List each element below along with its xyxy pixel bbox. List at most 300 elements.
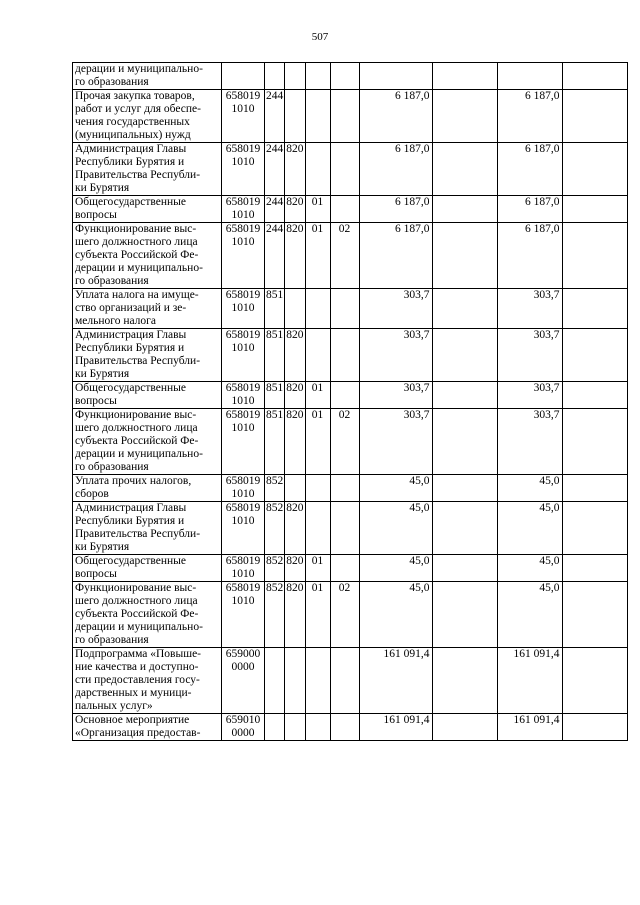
empty-cell bbox=[562, 223, 627, 289]
cell-line: го образования bbox=[75, 461, 149, 473]
amount-total-cell bbox=[497, 502, 562, 555]
cell-line: 6 187,0 bbox=[525, 196, 560, 208]
admin-code-cell bbox=[285, 63, 305, 90]
cell-line: Прочая закупка товаров, bbox=[75, 90, 195, 102]
cell-line: «Организация предостав- bbox=[75, 727, 201, 739]
row-name-cell bbox=[73, 714, 222, 741]
cell-line: Функционирование выс- bbox=[75, 223, 197, 235]
row-name-cell bbox=[73, 63, 222, 90]
cell-line: 658019 bbox=[225, 329, 261, 341]
cell-line: 1010 bbox=[231, 515, 255, 527]
empty-cell bbox=[562, 555, 627, 582]
section-cell bbox=[305, 648, 330, 714]
cell-line: 244 bbox=[266, 196, 284, 208]
target-code-cell bbox=[222, 582, 265, 648]
amount-total-cell bbox=[497, 289, 562, 329]
target-code-cell bbox=[222, 329, 265, 382]
row-name-cell bbox=[73, 502, 222, 555]
cell-line: 1010 bbox=[231, 595, 255, 607]
cell-line: 6 187,0 bbox=[525, 223, 560, 235]
section-cell bbox=[305, 63, 330, 90]
amount-cell bbox=[359, 63, 432, 90]
target-code-cell bbox=[222, 555, 265, 582]
expense-type-cell bbox=[265, 329, 285, 382]
subsection-cell bbox=[330, 648, 359, 714]
admin-code-cell bbox=[285, 648, 305, 714]
cell-line: 1010 bbox=[231, 342, 255, 354]
target-code-cell bbox=[222, 475, 265, 502]
cell-line: 658019 bbox=[225, 90, 261, 102]
amount-cell bbox=[359, 143, 432, 196]
section-cell bbox=[305, 223, 330, 289]
table-row bbox=[73, 555, 628, 582]
cell-line: 658019 bbox=[225, 582, 261, 594]
table-row bbox=[73, 143, 628, 196]
cell-line: 161 091,4 bbox=[513, 648, 560, 660]
cell-line: 851 bbox=[266, 289, 284, 301]
row-name-cell bbox=[73, 329, 222, 382]
cell-line: 820 bbox=[286, 329, 304, 341]
cell-line: 658019 bbox=[225, 409, 261, 421]
amount-2-cell bbox=[432, 555, 497, 582]
empty-cell bbox=[562, 409, 627, 475]
amount-2-cell bbox=[432, 382, 497, 409]
target-code-cell bbox=[222, 196, 265, 223]
cell-line: 161 091,4 bbox=[513, 714, 560, 726]
admin-code-cell bbox=[285, 502, 305, 555]
expense-type-cell bbox=[265, 648, 285, 714]
cell-line: Администрация Главы bbox=[75, 502, 187, 514]
table-row bbox=[73, 475, 628, 502]
cell-line: Основное мероприятие bbox=[75, 714, 190, 726]
cell-line: 852 bbox=[266, 555, 284, 567]
cell-line: ки Бурятия bbox=[75, 541, 130, 553]
empty-cell bbox=[562, 63, 627, 90]
cell-line: 6 187,0 bbox=[395, 196, 430, 208]
cell-line: 45,0 bbox=[409, 555, 430, 567]
section-cell bbox=[305, 90, 330, 143]
subsection-cell bbox=[330, 714, 359, 741]
cell-line: Функционирование выс- bbox=[75, 409, 197, 421]
admin-code-cell bbox=[285, 90, 305, 143]
cell-line: субъекта Российской Фе- bbox=[75, 435, 199, 447]
target-code-cell bbox=[222, 223, 265, 289]
expense-type-cell bbox=[265, 714, 285, 741]
amount-total-cell bbox=[497, 90, 562, 143]
amount-cell bbox=[359, 196, 432, 223]
row-name-cell bbox=[73, 223, 222, 289]
admin-code-cell bbox=[285, 196, 305, 223]
cell-line: 852 bbox=[266, 582, 284, 594]
cell-line: го образования bbox=[75, 76, 149, 88]
cell-line: 01 bbox=[311, 555, 324, 567]
empty-cell bbox=[562, 143, 627, 196]
cell-line: 820 bbox=[286, 223, 304, 235]
target-code-cell bbox=[222, 502, 265, 555]
cell-line: 820 bbox=[286, 502, 304, 514]
expense-type-cell bbox=[265, 382, 285, 409]
amount-2-cell bbox=[432, 582, 497, 648]
amount-cell bbox=[359, 648, 432, 714]
cell-line: 659000 bbox=[225, 648, 261, 660]
table-row bbox=[73, 63, 628, 90]
admin-code-cell bbox=[285, 382, 305, 409]
empty-cell bbox=[562, 502, 627, 555]
cell-line: 244 bbox=[266, 143, 284, 155]
empty-cell bbox=[562, 329, 627, 382]
expense-type-cell bbox=[265, 90, 285, 143]
cell-line: 659010 bbox=[225, 714, 261, 726]
cell-line: сти предоставления госу- bbox=[75, 674, 200, 686]
cell-line: 820 bbox=[286, 382, 304, 394]
empty-cell bbox=[562, 90, 627, 143]
cell-line: Общегосударственные bbox=[75, 555, 187, 567]
amount-2-cell bbox=[432, 289, 497, 329]
row-name-cell bbox=[73, 582, 222, 648]
target-code-cell bbox=[222, 714, 265, 741]
row-name-cell bbox=[73, 648, 222, 714]
cell-line: Республики Бурятия и bbox=[75, 342, 185, 354]
cell-line: дерации и муниципально- bbox=[75, 448, 203, 460]
amount-2-cell bbox=[432, 143, 497, 196]
cell-line: ки Бурятия bbox=[75, 182, 130, 194]
cell-line: 01 bbox=[311, 582, 324, 594]
table-row bbox=[73, 714, 628, 741]
cell-line: 820 bbox=[286, 582, 304, 594]
cell-line: 820 bbox=[286, 196, 304, 208]
cell-line: 303,7 bbox=[403, 329, 430, 341]
cell-line: 303,7 bbox=[533, 329, 560, 341]
subsection-cell bbox=[330, 223, 359, 289]
cell-line: дерации и муниципально- bbox=[75, 621, 203, 633]
cell-line: 1010 bbox=[231, 156, 255, 168]
cell-line: 161 091,4 bbox=[383, 648, 430, 660]
cell-line: чения государственных bbox=[75, 116, 190, 128]
cell-line: 45,0 bbox=[409, 582, 430, 594]
table-row bbox=[73, 90, 628, 143]
admin-code-cell bbox=[285, 329, 305, 382]
section-cell bbox=[305, 475, 330, 502]
expense-type-cell bbox=[265, 475, 285, 502]
subsection-cell bbox=[330, 289, 359, 329]
cell-line: 244 bbox=[266, 223, 284, 235]
table-row bbox=[73, 223, 628, 289]
cell-line: вопросы bbox=[75, 395, 117, 407]
cell-line: 658019 bbox=[225, 289, 261, 301]
cell-line: 1010 bbox=[231, 236, 255, 248]
cell-line: 303,7 bbox=[533, 289, 560, 301]
subsection-cell bbox=[330, 475, 359, 502]
admin-code-cell bbox=[285, 223, 305, 289]
cell-line: 6 187,0 bbox=[395, 223, 430, 235]
cell-line: 1010 bbox=[231, 568, 255, 580]
table-row bbox=[73, 329, 628, 382]
row-name-cell bbox=[73, 196, 222, 223]
expense-type-cell bbox=[265, 555, 285, 582]
amount-2-cell bbox=[432, 63, 497, 90]
cell-line: 45,0 bbox=[539, 582, 560, 594]
amount-cell bbox=[359, 289, 432, 329]
cell-line: 02 bbox=[338, 582, 351, 594]
target-code-cell bbox=[222, 63, 265, 90]
cell-line: дерации и муниципально- bbox=[75, 262, 203, 274]
row-name-cell bbox=[73, 475, 222, 502]
section-cell bbox=[305, 329, 330, 382]
cell-line: 1010 bbox=[231, 209, 255, 221]
amount-2-cell bbox=[432, 648, 497, 714]
table-row bbox=[73, 196, 628, 223]
amount-total-cell bbox=[497, 143, 562, 196]
cell-line: 303,7 bbox=[403, 382, 430, 394]
expense-type-cell bbox=[265, 223, 285, 289]
table-row bbox=[73, 502, 628, 555]
cell-line: 303,7 bbox=[533, 409, 560, 421]
cell-line: 45,0 bbox=[409, 502, 430, 514]
cell-line: 1010 bbox=[231, 302, 255, 314]
cell-line: 658019 bbox=[225, 223, 261, 235]
section-cell bbox=[305, 582, 330, 648]
cell-line: шего должностного лица bbox=[75, 422, 198, 434]
amount-total-cell bbox=[497, 555, 562, 582]
admin-code-cell bbox=[285, 289, 305, 329]
cell-line: 1010 bbox=[231, 422, 255, 434]
cell-line: 658019 bbox=[225, 475, 261, 487]
cell-line: 820 bbox=[286, 143, 304, 155]
table-row bbox=[73, 582, 628, 648]
cell-line: Уплата прочих налогов, bbox=[75, 475, 192, 487]
cell-line: 45,0 bbox=[409, 475, 430, 487]
amount-total-cell bbox=[497, 648, 562, 714]
section-cell bbox=[305, 289, 330, 329]
cell-line: субъекта Российской Фе- bbox=[75, 608, 199, 620]
cell-line: 1010 bbox=[231, 395, 255, 407]
cell-line: 851 bbox=[266, 329, 284, 341]
cell-line: вопросы bbox=[75, 209, 117, 221]
expense-type-cell bbox=[265, 196, 285, 223]
amount-2-cell bbox=[432, 502, 497, 555]
budget-table-body bbox=[73, 63, 628, 741]
section-cell bbox=[305, 196, 330, 223]
amount-cell bbox=[359, 90, 432, 143]
amount-cell bbox=[359, 223, 432, 289]
cell-line: 303,7 bbox=[403, 289, 430, 301]
cell-line: 6 187,0 bbox=[395, 90, 430, 102]
subsection-cell bbox=[330, 329, 359, 382]
row-name-cell bbox=[73, 409, 222, 475]
subsection-cell bbox=[330, 382, 359, 409]
row-name-cell bbox=[73, 143, 222, 196]
admin-code-cell bbox=[285, 409, 305, 475]
section-cell bbox=[305, 143, 330, 196]
cell-line: го образования bbox=[75, 634, 149, 646]
expense-type-cell bbox=[265, 63, 285, 90]
cell-line: го образования bbox=[75, 275, 149, 287]
cell-line: 851 bbox=[266, 409, 284, 421]
cell-line: 45,0 bbox=[539, 475, 560, 487]
empty-cell bbox=[562, 582, 627, 648]
cell-line: 303,7 bbox=[403, 409, 430, 421]
cell-line: 01 bbox=[311, 223, 324, 235]
row-name-cell bbox=[73, 382, 222, 409]
expense-type-cell bbox=[265, 143, 285, 196]
section-cell bbox=[305, 382, 330, 409]
amount-total-cell bbox=[497, 582, 562, 648]
cell-line: 244 bbox=[266, 90, 284, 102]
amount-2-cell bbox=[432, 329, 497, 382]
cell-line: 45,0 bbox=[539, 555, 560, 567]
admin-code-cell bbox=[285, 143, 305, 196]
cell-line: 0000 bbox=[231, 661, 255, 673]
subsection-cell bbox=[330, 409, 359, 475]
cell-line: 161 091,4 bbox=[383, 714, 430, 726]
amount-cell bbox=[359, 409, 432, 475]
table-row bbox=[73, 289, 628, 329]
cell-line: 0000 bbox=[231, 727, 255, 739]
cell-line: 6 187,0 bbox=[395, 143, 430, 155]
cell-line: 01 bbox=[311, 382, 324, 394]
empty-cell bbox=[562, 648, 627, 714]
admin-code-cell bbox=[285, 475, 305, 502]
target-code-cell bbox=[222, 382, 265, 409]
cell-line: дарственных и муници- bbox=[75, 687, 192, 699]
row-name-cell bbox=[73, 555, 222, 582]
cell-line: сборов bbox=[75, 488, 109, 500]
cell-line: Уплата налога на имуще- bbox=[75, 289, 199, 301]
cell-line: Республики Бурятия и bbox=[75, 515, 185, 527]
cell-line: Подпрограмма «Повыше- bbox=[75, 648, 202, 660]
cell-line: 658019 bbox=[225, 502, 261, 514]
cell-line: ки Бурятия bbox=[75, 368, 130, 380]
expense-type-cell bbox=[265, 289, 285, 329]
cell-line: 6 187,0 bbox=[525, 90, 560, 102]
amount-2-cell bbox=[432, 90, 497, 143]
amount-cell bbox=[359, 475, 432, 502]
target-code-cell bbox=[222, 143, 265, 196]
amount-2-cell bbox=[432, 223, 497, 289]
cell-line: Общегосударственные bbox=[75, 382, 187, 394]
section-cell bbox=[305, 555, 330, 582]
budget-table bbox=[72, 62, 628, 741]
amount-total-cell bbox=[497, 382, 562, 409]
amount-total-cell bbox=[497, 196, 562, 223]
cell-line: 303,7 bbox=[533, 382, 560, 394]
cell-line: Администрация Главы bbox=[75, 143, 187, 155]
cell-line: субъекта Российской Фе- bbox=[75, 249, 199, 261]
row-name-cell bbox=[73, 289, 222, 329]
cell-line: 820 bbox=[286, 555, 304, 567]
cell-line: 658019 bbox=[225, 196, 261, 208]
cell-line: 658019 bbox=[225, 143, 261, 155]
cell-line: 658019 bbox=[225, 555, 261, 567]
amount-total-cell bbox=[497, 223, 562, 289]
cell-line: ние качества и доступно- bbox=[75, 661, 199, 673]
cell-line: мельного налога bbox=[75, 315, 156, 327]
admin-code-cell bbox=[285, 714, 305, 741]
section-cell bbox=[305, 714, 330, 741]
cell-line: 1010 bbox=[231, 488, 255, 500]
amount-2-cell bbox=[432, 409, 497, 475]
amount-cell bbox=[359, 555, 432, 582]
target-code-cell bbox=[222, 648, 265, 714]
empty-cell bbox=[562, 289, 627, 329]
amount-2-cell bbox=[432, 475, 497, 502]
page-number: 507 bbox=[311, 31, 329, 43]
cell-line: шего должностного лица bbox=[75, 236, 198, 248]
target-code-cell bbox=[222, 289, 265, 329]
cell-line: Общегосударственные bbox=[75, 196, 187, 208]
table-row bbox=[73, 409, 628, 475]
amount-cell bbox=[359, 582, 432, 648]
expense-type-cell bbox=[265, 409, 285, 475]
cell-line: Администрация Главы bbox=[75, 329, 187, 341]
empty-cell bbox=[562, 714, 627, 741]
section-cell bbox=[305, 502, 330, 555]
cell-line: 02 bbox=[338, 223, 351, 235]
cell-line: Правительства Республи- bbox=[75, 355, 201, 367]
cell-line: Правительства Республи- bbox=[75, 169, 201, 181]
amount-2-cell bbox=[432, 196, 497, 223]
amount-cell bbox=[359, 329, 432, 382]
cell-line: 852 bbox=[266, 502, 284, 514]
empty-cell bbox=[562, 196, 627, 223]
amount-cell bbox=[359, 714, 432, 741]
cell-line: пальных услуг» bbox=[75, 700, 153, 712]
amount-cell bbox=[359, 502, 432, 555]
table-row bbox=[73, 382, 628, 409]
empty-cell bbox=[562, 475, 627, 502]
subsection-cell bbox=[330, 582, 359, 648]
expense-type-cell bbox=[265, 502, 285, 555]
subsection-cell bbox=[330, 555, 359, 582]
cell-line: 851 bbox=[266, 382, 284, 394]
table-row bbox=[73, 648, 628, 714]
target-code-cell bbox=[222, 90, 265, 143]
amount-2-cell bbox=[432, 714, 497, 741]
cell-line: 852 bbox=[266, 475, 284, 487]
cell-line: дерации и муниципально- bbox=[75, 63, 203, 75]
cell-line: 01 bbox=[311, 409, 324, 421]
expense-type-cell bbox=[265, 582, 285, 648]
cell-line: Функционирование выс- bbox=[75, 582, 197, 594]
cell-line: работ и услуг для обеспе- bbox=[75, 103, 201, 115]
admin-code-cell bbox=[285, 555, 305, 582]
section-cell bbox=[305, 409, 330, 475]
cell-line: шего должностного лица bbox=[75, 595, 198, 607]
admin-code-cell bbox=[285, 582, 305, 648]
cell-line: 1010 bbox=[231, 103, 255, 115]
amount-cell bbox=[359, 382, 432, 409]
amount-total-cell bbox=[497, 409, 562, 475]
amount-total-cell bbox=[497, 329, 562, 382]
cell-line: вопросы bbox=[75, 568, 117, 580]
cell-line: Правительства Республи- bbox=[75, 528, 201, 540]
cell-line: 6 187,0 bbox=[525, 143, 560, 155]
subsection-cell bbox=[330, 63, 359, 90]
row-name-cell bbox=[73, 90, 222, 143]
amount-total-cell bbox=[497, 475, 562, 502]
target-code-cell bbox=[222, 409, 265, 475]
cell-line: 820 bbox=[286, 409, 304, 421]
subsection-cell bbox=[330, 502, 359, 555]
subsection-cell bbox=[330, 90, 359, 143]
subsection-cell bbox=[330, 196, 359, 223]
subsection-cell bbox=[330, 143, 359, 196]
cell-line: 658019 bbox=[225, 382, 261, 394]
cell-line: (муниципальных) нужд bbox=[75, 129, 191, 141]
cell-line: 02 bbox=[338, 409, 351, 421]
amount-total-cell bbox=[497, 714, 562, 741]
cell-line: ство организаций и зе- bbox=[75, 302, 187, 314]
